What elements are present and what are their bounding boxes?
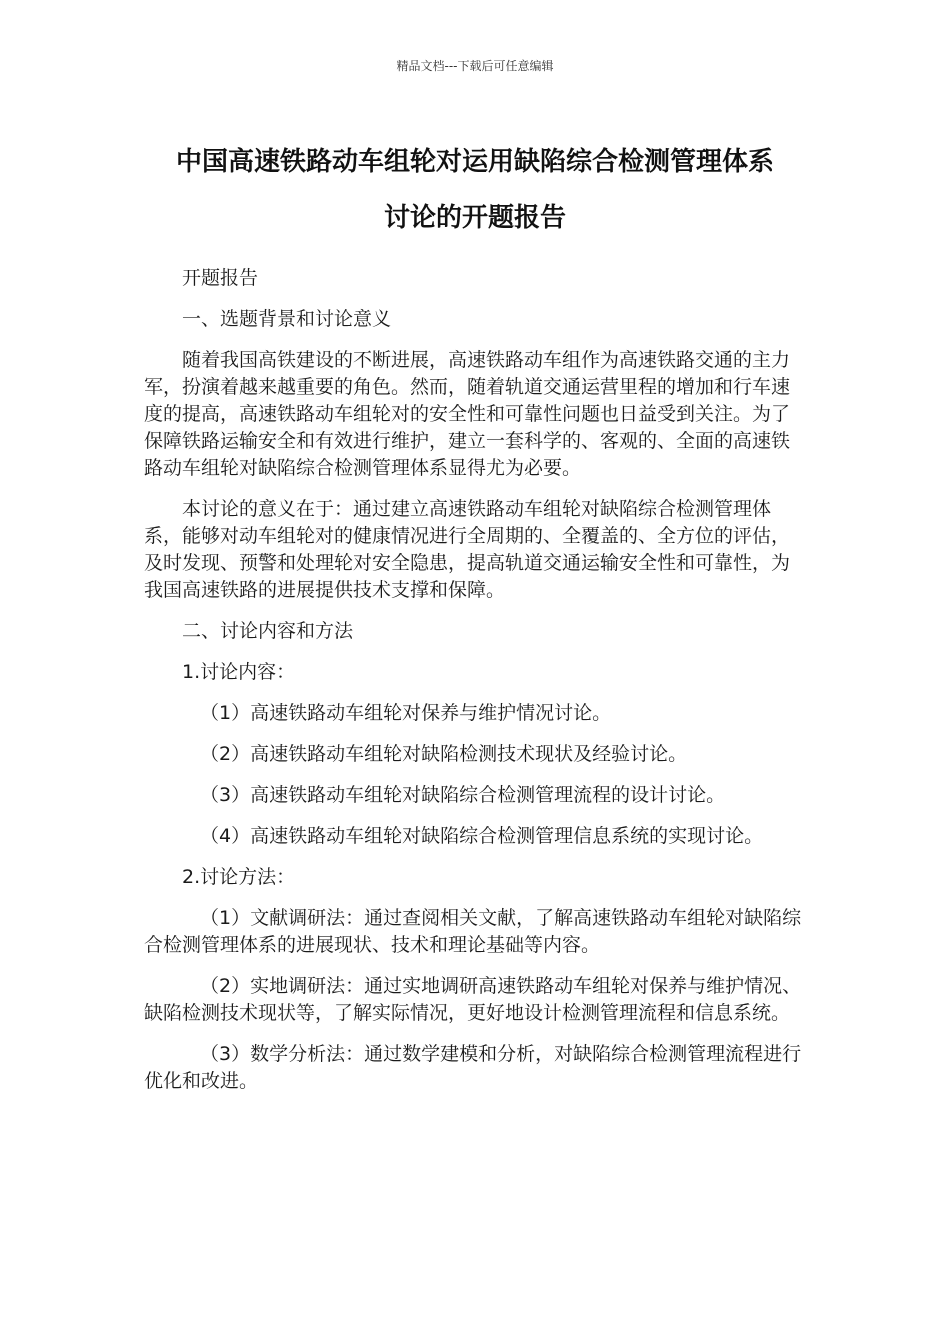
content-item: （1）高速铁路动车组轮对保养与维护情况讨论。 [200,702,612,724]
method-heading: 2.讨论方法： [182,866,296,888]
section-1-heading: 一、选题背景和讨论意义 [182,308,392,330]
document-body [144,265,806,1109]
content-item: （2）高速铁路动车组轮对缺陷检测技术现状及经验讨论。 [200,743,688,765]
section-2-heading: 二、讨论内容和方法 [182,620,354,642]
method-item: （2）实地调研法：通过实地调研高速铁路动车组轮对保养与维护情况、缺陷检测技术现状等，了解实际情况，更好地设计检测管理流程和信息系统。 [144,975,802,1024]
section-1-paragraph-1: 随着我国高铁建设的不断进展，高速铁路动车组作为高速铁路交通的主力军，扮演着越来越重要的角色。然而，随着轨道交通运营里程的增加和行车速度的提高，高速铁路动车组轮对的安全性和可靠性问题也日益受到关注。为了保障铁路运输安全和有效进行维护，建立一套科学的、客观的、全面的高速铁路动车组轮对缺陷综合检测管理体系显得尤为必要。 [144,349,791,479]
content-item: （3）高速铁路动车组轮对缺陷综合检测管理流程的设计讨论。 [200,784,726,806]
header-note: 精品文档---下载后可任意编辑 [396,59,554,73]
document-title [0,134,950,246]
method-item: （3）数学分析法：通过数学建模和分析，对缺陷综合检测管理流程进行优化和改进。 [144,1043,802,1092]
title-line-1: 中国高速铁路动车组轮对运用缺陷综合检测管理体系 [175,147,774,177]
method-item: （1）文献调研法：通过查阅相关文献，了解高速铁路动车组轮对缺陷综合检测管理体系的进展现状、技术和理论基础等内容。 [144,907,802,956]
title-line-2: 讨论的开题报告 [383,203,566,233]
report-label: 开题报告 [182,267,259,289]
content-item: （4）高速铁路动车组轮对缺陷综合检测管理信息系统的实现讨论。 [200,825,764,847]
section-1-paragraph-2: 本讨论的意义在于：通过建立高速铁路动车组轮对缺陷综合检测管理体系，能够对动车组轮对的健康情况进行全周期的、全覆盖的、全方位的评估，及时发现、预警和处理轮对安全隐患，提高轨道交通运输安全性和可靠性，为我国高速铁路的进展提供技术支撑和保障。 [144,498,791,601]
content-heading: 1.讨论内容： [182,661,296,683]
